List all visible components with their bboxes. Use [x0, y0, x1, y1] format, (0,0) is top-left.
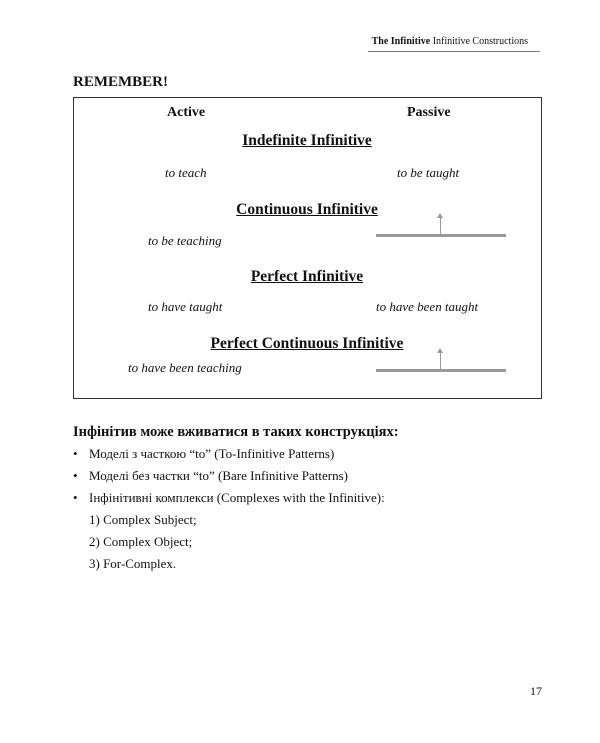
bullet-icon: •	[73, 490, 78, 505]
numbered-item: 1) Complex Subject;	[89, 512, 197, 527]
list-item: Інфінітивні комплекси (Complexes with the Infinitive):	[89, 490, 385, 505]
numbered-item: 2) Complex Object;	[89, 534, 193, 549]
remember-heading: REMEMBER!	[73, 74, 168, 90]
no-passive-form-marker	[376, 369, 506, 372]
infinitive-forms-table	[73, 97, 542, 399]
row-title: Perfect Infinitive	[250, 268, 364, 285]
active-form: to teach	[165, 165, 207, 180]
passive-form: to be taught	[397, 165, 460, 180]
header-chapter: The Infinitive	[371, 36, 431, 47]
passive-column-header: Passive	[407, 105, 451, 120]
constructions-heading: Інфінітив може вживатися в таких конструкціях:	[73, 424, 399, 440]
list-item: Моделі без частки “to” (Bare Infinitive Patterns)	[89, 468, 348, 483]
arrow-up-icon	[440, 216, 441, 234]
active-form: to have taught	[148, 299, 223, 314]
page-number: 17	[530, 684, 542, 698]
header-rule	[368, 51, 540, 52]
arrow-up-icon	[440, 351, 441, 369]
row-title: Indefinite Infinitive	[242, 132, 372, 149]
numbered-item: 3) For-Complex.	[89, 556, 177, 571]
bullet-icon: •	[73, 468, 78, 483]
list-item: Моделі з часткою “to” (To-Infinitive Patterns)	[89, 446, 335, 461]
passive-form: to have been taught	[376, 299, 479, 314]
row-title: Continuous Infinitive	[236, 201, 378, 218]
running-header	[372, 36, 528, 47]
active-column-header: Active	[167, 105, 206, 120]
no-passive-form-marker	[376, 234, 506, 237]
active-form: to be teaching	[148, 233, 222, 248]
bullet-icon: •	[73, 446, 78, 461]
row-title: Perfect Continuous Infinitive	[210, 335, 404, 352]
header-section: Infinitive Constructions	[432, 36, 528, 47]
active-form: to have been teaching	[128, 360, 242, 375]
